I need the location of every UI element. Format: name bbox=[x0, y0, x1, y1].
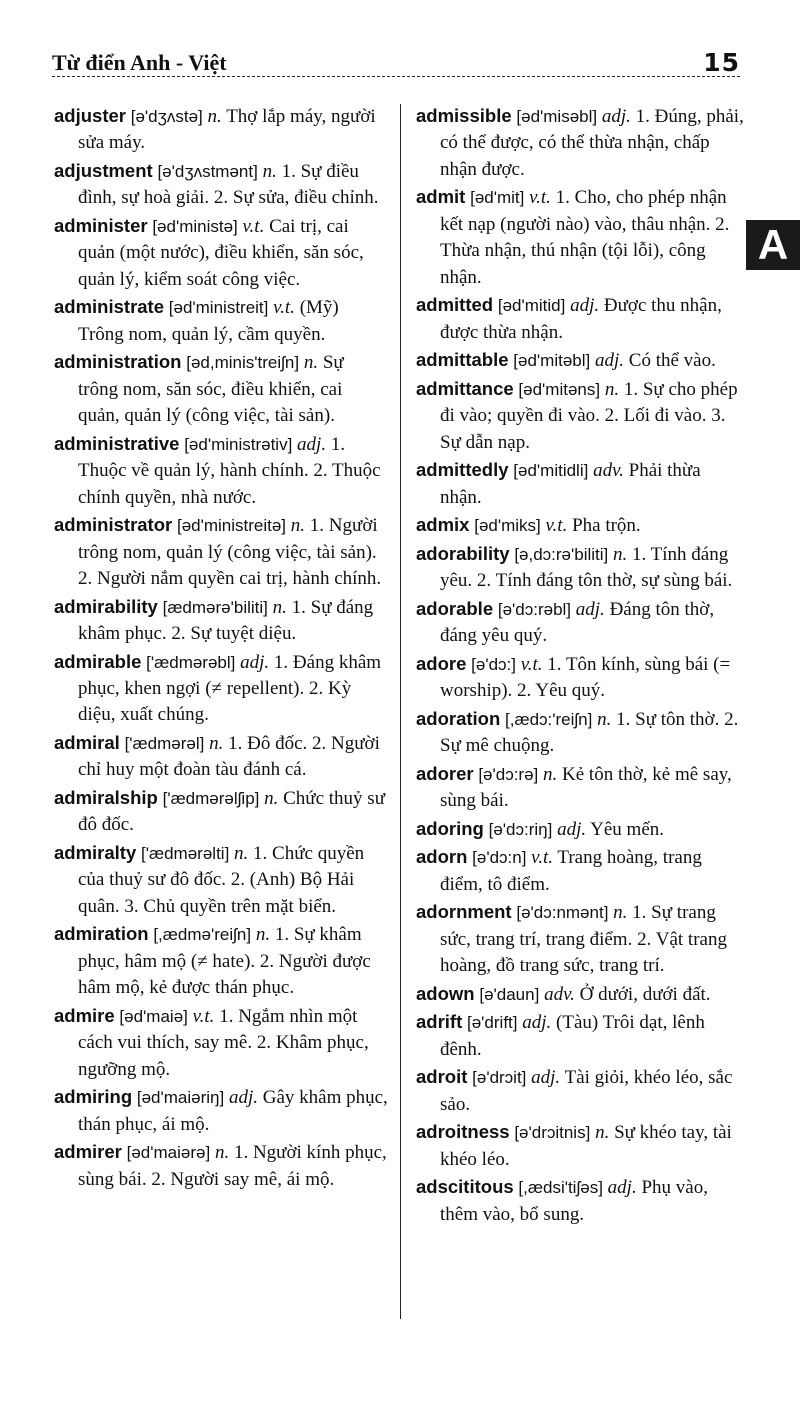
dictionary-entry bbox=[54, 840, 388, 920]
headword: admiring bbox=[54, 1086, 133, 1108]
part-of-speech: v.t. bbox=[242, 216, 265, 237]
pronunciation: [ə'drift] bbox=[467, 1013, 518, 1033]
pronunciation: [əd'maiərə] bbox=[126, 1143, 211, 1163]
pronunciation: [ə'dʒʌstə] bbox=[130, 107, 203, 126]
part-of-speech: n. bbox=[262, 161, 277, 182]
definition: Có thể vào. bbox=[628, 350, 716, 372]
running-title: Từ điển Anh - Việt bbox=[52, 50, 227, 75]
definition: 1. Sự cho phép đi vào; quyền đi vào. 2. Lối đi vào. 3. Sự dẫn nạp. bbox=[440, 378, 738, 453]
pronunciation: [əd'mitid] bbox=[497, 296, 566, 316]
pronunciation: [,ædmə'reiʃn] bbox=[153, 925, 252, 945]
pronunciation: [ə,dɔ:rə'biliti] bbox=[514, 544, 609, 564]
part-of-speech: n. bbox=[595, 1122, 610, 1144]
headword: admiralship bbox=[54, 787, 158, 809]
pronunciation: [əd'mit] bbox=[470, 188, 525, 208]
headword: adore bbox=[416, 652, 467, 674]
headword: admiralty bbox=[54, 842, 137, 864]
definition: (Mỹ) Trông nom, quản lý, cầm quyền. bbox=[78, 297, 339, 345]
headword: adorer bbox=[416, 762, 474, 784]
pronunciation: ['ædmərəlʃip] bbox=[162, 789, 260, 809]
pronunciation: [,ædsi'tiʃəs] bbox=[518, 1178, 603, 1198]
dictionary-entry bbox=[416, 981, 746, 1008]
part-of-speech: n. bbox=[209, 733, 224, 755]
dictionary-entry bbox=[416, 816, 746, 843]
dictionary-entry bbox=[416, 184, 746, 291]
definition: Chức thuỷ sư đô đốc. bbox=[78, 788, 385, 836]
dictionary-entry bbox=[416, 596, 746, 650]
dictionary-entry bbox=[54, 512, 388, 592]
dictionary-entry bbox=[54, 213, 388, 293]
definition: Thợ lắp máy, người sửa máy. bbox=[78, 106, 376, 154]
left-column bbox=[54, 103, 388, 1194]
headword: admittedly bbox=[416, 459, 509, 481]
definition: 1. Sự tôn thờ. 2. Sự mê chuộng. bbox=[440, 708, 739, 757]
headword: adroit bbox=[416, 1066, 468, 1088]
headword: administrator bbox=[54, 514, 173, 536]
pronunciation: [əd'ministreitə] bbox=[176, 516, 287, 536]
definition: Tài giỏi, khéo léo, sắc sảo. bbox=[440, 1067, 733, 1115]
definition: Pha trộn. bbox=[572, 515, 641, 537]
definition: 1. Đáng khâm phục, khen ngợi (≠ repellent). 2. Kỳ diệu, xuất chúng. bbox=[78, 651, 382, 726]
definition: Trang hoàng, trang điểm, tô điểm. bbox=[440, 847, 702, 895]
headword: admittance bbox=[416, 377, 514, 399]
headword: adjustment bbox=[54, 160, 153, 181]
definition: 1. Đúng, phải, có thể được, có thể thừa nhận, chấp nhận được. bbox=[440, 106, 744, 180]
definition: 1. Người trông nom, quản lý (công việc, tài sản). 2. Người nắm quyền cai trị, hành chính. bbox=[78, 515, 382, 590]
definition: Kẻ tôn thờ, kẻ mê say, sùng bái. bbox=[440, 763, 732, 812]
pronunciation: [əd'mitəns] bbox=[518, 379, 601, 399]
dictionary-entry bbox=[54, 594, 388, 648]
headword: adoring bbox=[416, 817, 484, 839]
headword: adoration bbox=[416, 707, 501, 729]
part-of-speech: n. bbox=[214, 1142, 230, 1164]
dictionary-entry bbox=[54, 1003, 388, 1083]
part-of-speech: adv. bbox=[593, 460, 624, 482]
part-of-speech: n. bbox=[604, 378, 620, 400]
definition: Ở dưới, dưới đất. bbox=[579, 983, 711, 1005]
part-of-speech: adv. bbox=[544, 983, 575, 1005]
dictionary-entry bbox=[416, 376, 746, 456]
letter-thumb-tab: A bbox=[746, 220, 800, 270]
headword: administrative bbox=[54, 432, 180, 454]
right-column bbox=[416, 103, 746, 1229]
pronunciation: [ə'dɔ:rə] bbox=[478, 764, 539, 784]
column-divider bbox=[400, 104, 401, 1319]
definition: 1. Sự khâm phục, hâm mộ (≠ hate). 2. Người được hâm mộ, kẻ được thán phục. bbox=[78, 924, 371, 999]
definition: 1. Đô đốc. 2. Người chỉ huy một đoàn tàu đánh cá. bbox=[78, 733, 380, 781]
definition: Phụ vào, thêm vào, bổ sung. bbox=[440, 1177, 708, 1225]
dictionary-entry bbox=[416, 1119, 746, 1173]
part-of-speech: v.t. bbox=[531, 847, 553, 869]
pronunciation: ['ædmərəlti] bbox=[141, 844, 230, 864]
dictionary-entry bbox=[416, 541, 746, 595]
dictionary-entry bbox=[54, 1139, 388, 1193]
headword: administration bbox=[54, 351, 182, 373]
dictionary-entry bbox=[416, 706, 746, 760]
definition: Cai trị, cai quản (một nước), điều khiển, săn sóc, quản lý, kiểm soát công việc. bbox=[78, 216, 364, 290]
part-of-speech: v.t. bbox=[545, 515, 568, 537]
pronunciation: [ə'dʒʌstmənt] bbox=[157, 162, 258, 181]
definition: Sự khéo tay, tài khéo léo. bbox=[440, 1122, 732, 1170]
part-of-speech: adj. bbox=[297, 433, 327, 455]
headword: adjuster bbox=[54, 105, 126, 126]
part-of-speech: n. bbox=[255, 924, 271, 946]
dictionary-entry bbox=[416, 1009, 746, 1063]
part-of-speech: n. bbox=[597, 708, 612, 730]
headword: adroitness bbox=[416, 1121, 510, 1143]
part-of-speech: n. bbox=[272, 596, 287, 618]
dictionary-entry bbox=[54, 649, 388, 729]
headword: admit bbox=[416, 186, 466, 208]
headword: admirer bbox=[54, 1141, 122, 1163]
pronunciation: [,ædɔ:'reiʃn] bbox=[505, 709, 593, 729]
part-of-speech: adj. bbox=[594, 350, 625, 372]
definition: 1. Chức quyền của thuỷ sư đô đốc. 2. (Anh) Bộ Hải quân. 3. Chủ quyền trên mặt biển. bbox=[78, 843, 365, 917]
part-of-speech: adj. bbox=[575, 598, 605, 620]
headword: admire bbox=[54, 1004, 115, 1026]
headword: admiral bbox=[54, 732, 120, 754]
part-of-speech: adj. bbox=[601, 106, 631, 127]
dictionary-entry bbox=[54, 349, 388, 429]
headword: admirable bbox=[54, 650, 142, 672]
dictionary-entry bbox=[416, 844, 746, 898]
dictionary-entry bbox=[416, 761, 746, 815]
dictionary-entry bbox=[54, 158, 388, 212]
pronunciation: [əd'miks] bbox=[474, 516, 541, 536]
pronunciation: [ə'drɔit] bbox=[472, 1068, 527, 1088]
pronunciation: [əd,minis'treiʃn] bbox=[186, 353, 300, 373]
pronunciation: [ə'dɔ:rəbl] bbox=[497, 599, 572, 619]
pronunciation: [əd'ministrətiv] bbox=[184, 434, 293, 454]
part-of-speech: v.t. bbox=[192, 1005, 215, 1027]
headword: adornment bbox=[416, 901, 512, 923]
dictionary-entry bbox=[416, 103, 746, 183]
part-of-speech: adj. bbox=[607, 1177, 637, 1199]
part-of-speech: n. bbox=[613, 543, 628, 565]
headword: adorability bbox=[416, 542, 510, 564]
part-of-speech: v.t. bbox=[520, 653, 543, 675]
definition: Yêu mến. bbox=[590, 818, 665, 840]
part-of-speech: adj. bbox=[240, 651, 270, 673]
pronunciation: ['ædmərəl] bbox=[124, 734, 205, 754]
dictionary-entry bbox=[54, 730, 388, 784]
pronunciation: [əd'mitəbl] bbox=[513, 351, 591, 371]
page-header bbox=[52, 48, 740, 84]
dictionary-entry bbox=[416, 1174, 746, 1228]
headword: adorn bbox=[416, 846, 468, 868]
dictionary-entry bbox=[416, 292, 746, 346]
part-of-speech: n. bbox=[264, 788, 279, 810]
headword: admitted bbox=[416, 294, 494, 316]
page-number: 15 bbox=[703, 48, 740, 77]
header-divider bbox=[52, 76, 740, 77]
definition: 1. Thuộc về quản lý, hành chính. 2. Thuộc chính quyền, nhà nước. bbox=[78, 433, 381, 508]
part-of-speech: adj. bbox=[570, 295, 600, 317]
headword: admix bbox=[416, 514, 470, 536]
definition: Sự trông nom, săn sóc, điều khiển, cai quản, quản lý (công việc, tài sản). bbox=[78, 352, 344, 427]
definition: Phải thừa nhận. bbox=[440, 460, 701, 508]
dictionary-entry bbox=[54, 785, 388, 839]
pronunciation: [ə'dɔ:riŋ] bbox=[488, 819, 553, 839]
dictionary-entry bbox=[416, 651, 746, 705]
part-of-speech: adj. bbox=[228, 1087, 258, 1109]
part-of-speech: n. bbox=[234, 843, 249, 865]
pronunciation: [əd'ministə] bbox=[152, 217, 238, 236]
part-of-speech: n. bbox=[290, 515, 306, 537]
dictionary-entry bbox=[416, 457, 746, 511]
pronunciation: [ə'daun] bbox=[479, 984, 540, 1004]
part-of-speech: v.t. bbox=[273, 297, 295, 319]
pronunciation: [əd'misəbl] bbox=[516, 107, 598, 126]
pronunciation: [ædmərə'biliti] bbox=[162, 597, 268, 617]
definition: 1. Sự điều đình, sự hoà giải. 2. Sự sửa, điều chỉnh. bbox=[78, 161, 379, 209]
dictionary-entry bbox=[416, 512, 746, 539]
definition: 1. Ngắm nhìn một cách vui thích, say mê. 2. Khâm phục, ngưỡng mộ. bbox=[78, 1005, 369, 1080]
headword: adown bbox=[416, 982, 475, 1004]
definition: 1. Tính đáng yêu. 2. Tính đáng tôn thờ, sự sùng bái. bbox=[440, 543, 733, 592]
dictionary-entry bbox=[54, 1084, 388, 1138]
definition: 1. Cho, cho phép nhận kết nạp (người nào) vào, thâu nhận. 2. Thừa nhận, thú nhận (tội lỗi), công nhận. bbox=[440, 187, 730, 288]
pronunciation: [əd'maiəriŋ] bbox=[136, 1088, 225, 1108]
pronunciation: [əd'mitidli] bbox=[513, 461, 589, 481]
pronunciation: [ə'dɔ:nmənt] bbox=[516, 903, 609, 923]
headword: admiration bbox=[54, 923, 149, 945]
headword: admittable bbox=[416, 349, 509, 371]
dictionary-entry bbox=[54, 431, 388, 511]
pronunciation: [ə'dɔ:n] bbox=[472, 848, 527, 868]
definition: (Tàu) Trôi dạt, lênh đênh. bbox=[440, 1012, 705, 1060]
headword: adorable bbox=[416, 597, 494, 619]
part-of-speech: n. bbox=[543, 763, 558, 785]
part-of-speech: v.t. bbox=[529, 187, 551, 209]
pronunciation: [ə'dɔ:] bbox=[471, 654, 516, 674]
headword: adscititous bbox=[416, 1176, 514, 1198]
pronunciation: [ə'drɔitnis] bbox=[514, 1123, 591, 1143]
headword: admissible bbox=[416, 105, 512, 126]
pronunciation: ['ædmərəbl] bbox=[146, 652, 236, 672]
part-of-speech: adj. bbox=[522, 1012, 552, 1034]
definition: 1. Sự trang sức, trang trí, trang điểm. 2. Vật trang hoàng, đồ trang sức, trang trí. bbox=[440, 902, 727, 977]
pronunciation: [əd'maiə] bbox=[119, 1006, 188, 1026]
pronunciation: [əd'ministreit] bbox=[168, 298, 269, 318]
definition: 1. Sự đáng khâm phục. 2. Sự tuyệt diệu. bbox=[78, 596, 374, 645]
dictionary-entry bbox=[54, 294, 388, 348]
definition: Được thu nhận, được thừa nhận. bbox=[440, 295, 722, 343]
dictionary-entry bbox=[54, 103, 388, 157]
part-of-speech: n. bbox=[303, 352, 319, 374]
headword: administer bbox=[54, 215, 148, 236]
definition: 1. Tôn kính, sùng bái (= worship). 2. Yêu quý. bbox=[440, 653, 731, 702]
part-of-speech: n. bbox=[613, 902, 628, 924]
part-of-speech: adj. bbox=[557, 818, 587, 840]
headword: admirability bbox=[54, 595, 158, 617]
dictionary-entry bbox=[54, 921, 388, 1001]
definition: Gây khâm phục, thán phục, ái mộ. bbox=[78, 1087, 388, 1135]
definition: 1. Người kính phục, sùng bái. 2. Người say mê, ái mộ. bbox=[78, 1142, 387, 1190]
part-of-speech: n. bbox=[207, 106, 222, 127]
dictionary-entry bbox=[416, 347, 746, 374]
dictionary-entry bbox=[416, 1064, 746, 1118]
headword: adrift bbox=[416, 1011, 463, 1033]
definition: Đáng tôn thờ, đáng yêu quý. bbox=[440, 598, 715, 647]
headword: administrate bbox=[54, 296, 165, 318]
dictionary-entry bbox=[416, 899, 746, 979]
part-of-speech: adj. bbox=[531, 1067, 561, 1089]
